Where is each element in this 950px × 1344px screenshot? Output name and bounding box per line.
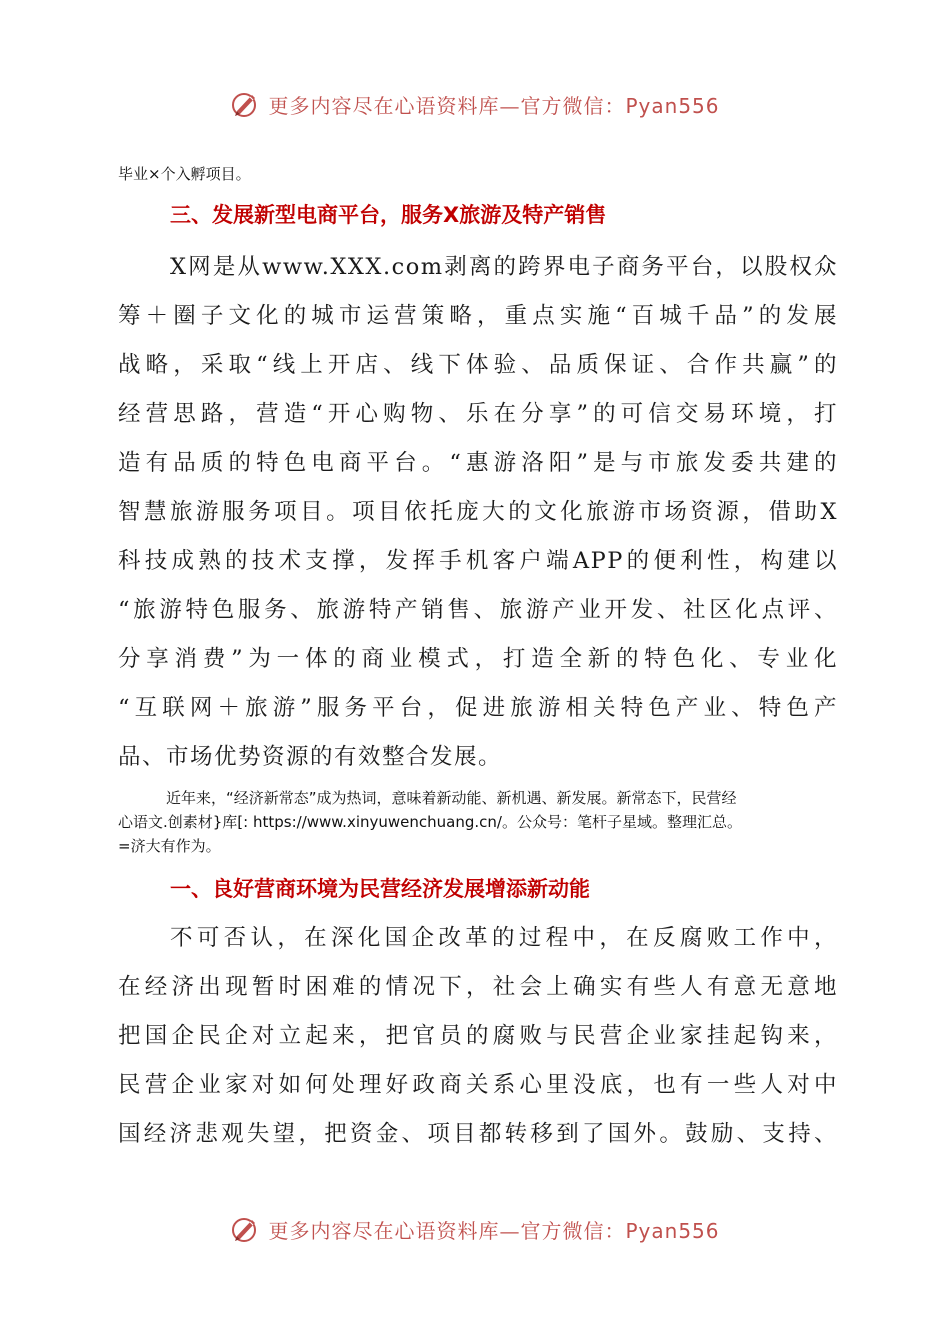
- intro-small-text: [118, 786, 848, 858]
- paragraph-line: 分享消费”为一体的商业模式，打造全新的特色化、专业化: [118, 646, 838, 672]
- watermark-banner-bottom: [0, 1209, 950, 1249]
- paragraph-line: 不可否认，在深化国企改革的过程中，在反腐败工作中，: [170, 925, 838, 951]
- section1-paragraph: [118, 914, 838, 1159]
- watermark-text: 更多内容尽在心语资料库—官方微信：Pyan556: [268, 1218, 720, 1243]
- paragraph-line: 经营思路，营造“开心购物、乐在分享”的可信交易环境，打: [118, 401, 838, 427]
- wechat-id: Pyan556: [625, 1218, 720, 1243]
- section3-paragraph: [118, 243, 838, 782]
- paragraph-line: 科技成熟的技术支撑，发挥手机客户端APP的便利性，构建以: [118, 548, 838, 574]
- paragraph-line: “互联网＋旅游”服务平台，促进旅游相关特色产业、特色产: [118, 695, 838, 721]
- paragraph-line: 把国企民企对立起来，把官员的腐败与民营企业家挂起钩来，: [118, 1023, 838, 1049]
- paragraph-line: 品、市场优势资源的有效整合发展。: [118, 744, 503, 770]
- paragraph-line: 民营企业家对如何处理好政商关系心里没底，也有一些人对中: [118, 1072, 838, 1098]
- watermark-banner-top: [0, 84, 950, 124]
- section-heading-1: 一、良好营商环境为民营经济发展增添新动能: [170, 877, 590, 901]
- paragraph-line: “旅游特色服务、旅游特产销售、旅游产业开发、社区化点评、: [118, 597, 838, 623]
- intro-line: =济大有作为。: [118, 837, 221, 855]
- paragraph-line: 造有品质的特色电商平台。“惠游洛阳”是与市旅发委共建的: [118, 450, 838, 476]
- section-heading-3: 三、发展新型电商平台，服务X旅游及特产销售: [170, 203, 607, 227]
- paragraph-line: 战略，采取“线上开店、线下体验、品质保证、合作共赢”的: [118, 352, 838, 378]
- watermark-text: 更多内容尽在心语资料库—官方微信：Pyan556: [268, 93, 720, 118]
- wechat-id: Pyan556: [625, 93, 720, 118]
- pen-circle-logo-icon: [230, 89, 260, 119]
- paragraph-line: 筹＋圈子文化的城市运营策略，重点实施“百城千品”的发展: [118, 303, 838, 329]
- intro-line: 近年来，“经济新常态”成为热词，意味着新动能、新机遇、新发展。新常态下，民营经: [166, 789, 737, 807]
- paragraph-line: 智慧旅游服务项目。项目依托庞大的文化旅游市场资源，借助X: [118, 499, 838, 525]
- paragraph-line: 国经济悲观失望，把资金、项目都转移到了国外。鼓励、支持、: [118, 1121, 838, 1147]
- paragraph-line: 在经济出现暂时困难的情况下，社会上确实有些人有意无意地: [118, 974, 838, 1000]
- pen-circle-logo-icon: [230, 1214, 260, 1244]
- paragraph-line: X网是从www.XXX.com剥离的跨界电子商务平台，以股权众: [170, 254, 838, 280]
- intro-line: 心语文.创素材}库[: https://www.xinyuwenchuang.cn/。公众号：笔杆子星域。整理汇总。: [118, 813, 742, 831]
- fragment-text: 毕业×个入孵项目。: [118, 165, 251, 183]
